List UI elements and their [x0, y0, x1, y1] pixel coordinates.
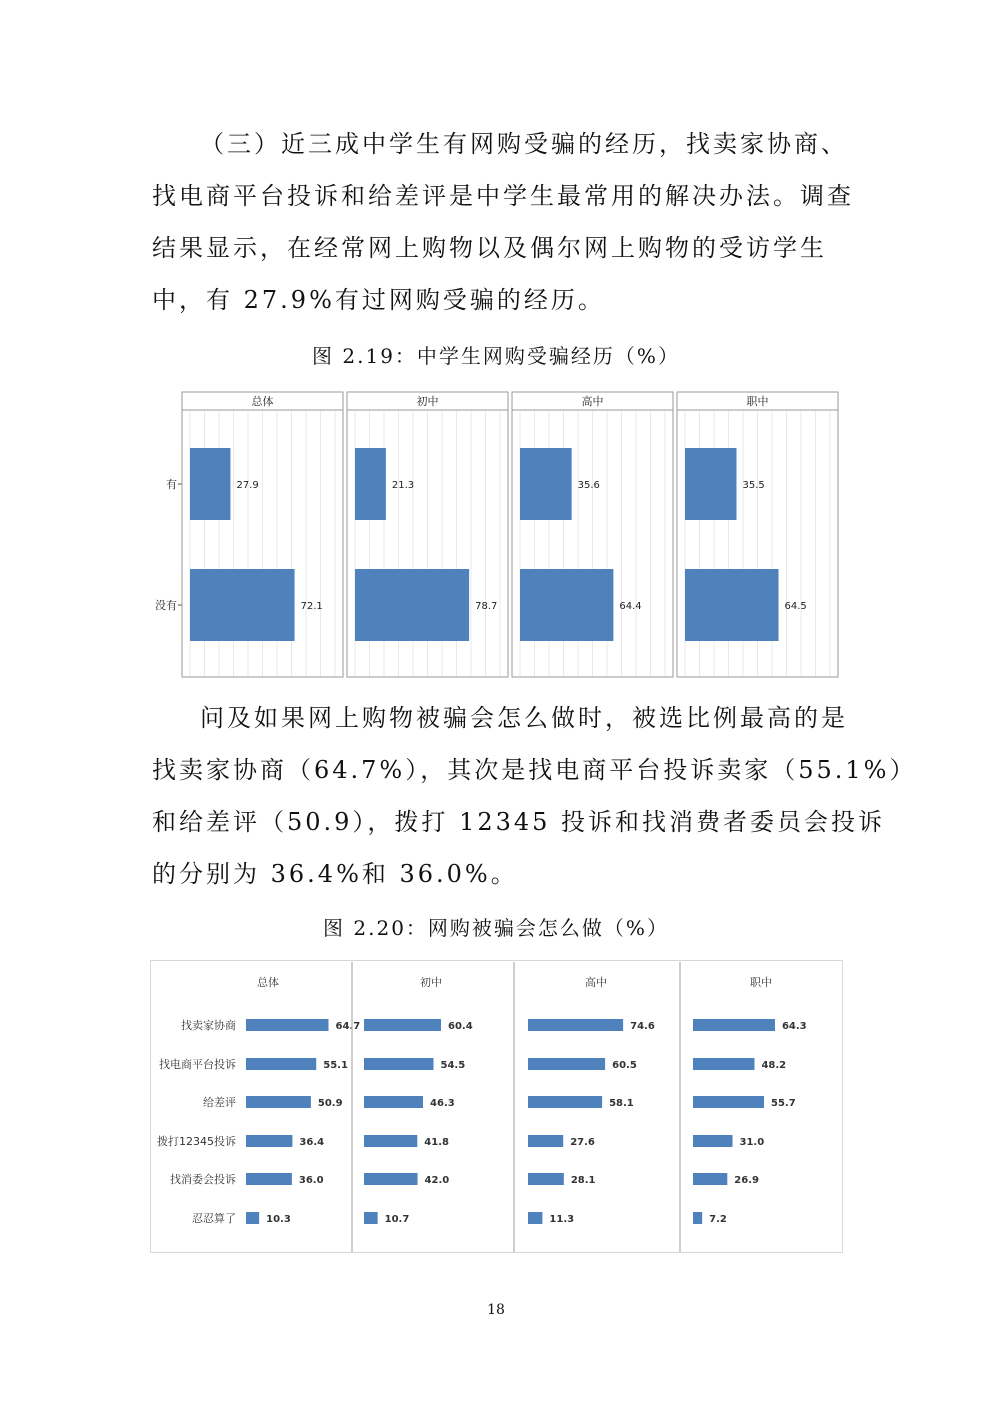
bar — [693, 1135, 733, 1147]
bar — [693, 1212, 702, 1224]
facet-label: 职中 — [746, 395, 769, 408]
category-label: 给差评 — [203, 1096, 236, 1109]
paragraph-1 — [152, 118, 854, 326]
paragraph-2 — [152, 692, 917, 900]
data-label: 64.3 — [781, 1021, 807, 1032]
panel-title: 总体 — [257, 976, 279, 989]
bar — [246, 1173, 292, 1185]
bar — [520, 569, 613, 641]
data-label: 31.0 — [739, 1137, 765, 1148]
facet-label: 高中 — [581, 395, 604, 408]
data-label: 64.7 — [335, 1021, 361, 1032]
bar — [693, 1019, 775, 1031]
category-label: 找电商平台投诉 — [159, 1058, 236, 1071]
bar — [190, 569, 295, 641]
data-label: 64.5 — [784, 601, 807, 612]
figure-2-caption: 图 2.20：网购被骗会怎么做（%） — [323, 916, 669, 940]
paragraph-2-line: 和给差评（50.9），拨打 12345 投诉和找消费者委员会投诉 — [152, 808, 886, 836]
bar — [528, 1135, 563, 1147]
figure-1-caption: 图 2.19：中学生网购受骗经历（%） — [312, 344, 680, 368]
bar — [693, 1096, 764, 1108]
data-label: 60.5 — [612, 1060, 637, 1071]
paragraph-1-line: （三）近三成中学生有网购受骗的经历，找卖家协商、 — [200, 130, 848, 158]
bar — [246, 1096, 311, 1108]
bar — [364, 1212, 378, 1224]
bar — [685, 448, 736, 520]
figure-1-svg — [150, 390, 850, 682]
panel-title: 职中 — [750, 976, 772, 989]
bar — [364, 1058, 433, 1070]
category-label: 找消委会投诉 — [170, 1173, 236, 1186]
data-label: 27.6 — [570, 1137, 595, 1148]
paragraph-2-line: 的分别为 36.4%和 36.0%。 — [152, 860, 518, 888]
bar — [190, 448, 230, 520]
data-label: 35.6 — [577, 480, 600, 491]
bar — [693, 1058, 754, 1070]
paragraph-2-line: 问及如果网上购物被骗会怎么做时，被选比例最高的是 — [200, 704, 848, 732]
bar — [528, 1096, 602, 1108]
bar — [246, 1212, 259, 1224]
data-label: 50.9 — [317, 1098, 343, 1109]
data-label: 48.2 — [761, 1060, 787, 1071]
bar — [355, 569, 469, 641]
bar — [528, 1173, 564, 1185]
bar — [364, 1096, 423, 1108]
data-label: 21.3 — [391, 480, 415, 491]
data-label: 7.2 — [709, 1214, 727, 1225]
data-label: 42.0 — [424, 1175, 450, 1186]
data-label: 26.9 — [734, 1175, 759, 1186]
data-label: 55.1 — [323, 1060, 348, 1071]
paragraph-1-line: 结果显示，在经常网上购物以及偶尔网上购物的受访学生 — [152, 234, 827, 262]
panel-title: 高中 — [585, 976, 607, 989]
bar — [246, 1058, 316, 1070]
paragraph-1-line: 中，有 27.9%有过网购受骗的经历。 — [152, 286, 605, 314]
bar — [528, 1019, 623, 1031]
panel-title: 初中 — [420, 976, 442, 989]
bar — [246, 1019, 328, 1031]
paragraph-2-line: 找卖家协商（64.7%），其次是找电商平台投诉卖家（55.1%） — [152, 756, 917, 784]
category-label: 忍忍算了 — [192, 1212, 236, 1225]
y-axis-label: 有 — [166, 478, 177, 491]
figure-2-svg — [150, 960, 844, 1256]
facet-label: 初中 — [416, 395, 439, 408]
data-label: 10.7 — [384, 1214, 410, 1225]
bar — [364, 1135, 417, 1147]
bar — [693, 1173, 727, 1185]
data-label: 46.3 — [430, 1098, 455, 1109]
data-label: 74.6 — [630, 1021, 655, 1032]
paragraph-1-line: 找电商平台投诉和给差评是中学生最常用的解决办法。调查 — [152, 182, 854, 210]
data-label: 28.1 — [570, 1175, 596, 1186]
figure-1-chart — [150, 390, 850, 682]
data-label: 55.7 — [771, 1098, 796, 1109]
data-label: 11.3 — [549, 1214, 575, 1225]
data-label: 36.0 — [298, 1175, 324, 1186]
facet-label: 总体 — [251, 395, 274, 408]
data-label: 78.7 — [475, 601, 498, 612]
data-label: 72.1 — [300, 601, 323, 612]
bar — [355, 448, 386, 520]
data-label: 41.8 — [424, 1137, 449, 1148]
data-label: 58.1 — [609, 1098, 634, 1109]
bar — [528, 1212, 542, 1224]
bar — [364, 1173, 418, 1185]
bar — [685, 569, 779, 641]
data-label: 64.4 — [619, 601, 642, 612]
category-label: 拨打12345投诉 — [157, 1135, 236, 1148]
page-number: 18 — [487, 1302, 505, 1318]
bar — [528, 1058, 605, 1070]
y-axis-label: 没有 — [155, 599, 177, 612]
data-label: 35.5 — [742, 480, 765, 491]
figure-2-chart — [150, 960, 844, 1256]
category-label: 找卖家协商 — [181, 1019, 236, 1032]
bar — [520, 448, 572, 520]
bar — [364, 1019, 441, 1031]
data-label: 54.5 — [440, 1060, 466, 1071]
data-label: 10.3 — [266, 1214, 291, 1225]
bar — [246, 1135, 292, 1147]
data-label: 36.4 — [299, 1137, 325, 1148]
data-label: 27.9 — [236, 480, 259, 491]
data-label: 60.4 — [448, 1021, 473, 1032]
